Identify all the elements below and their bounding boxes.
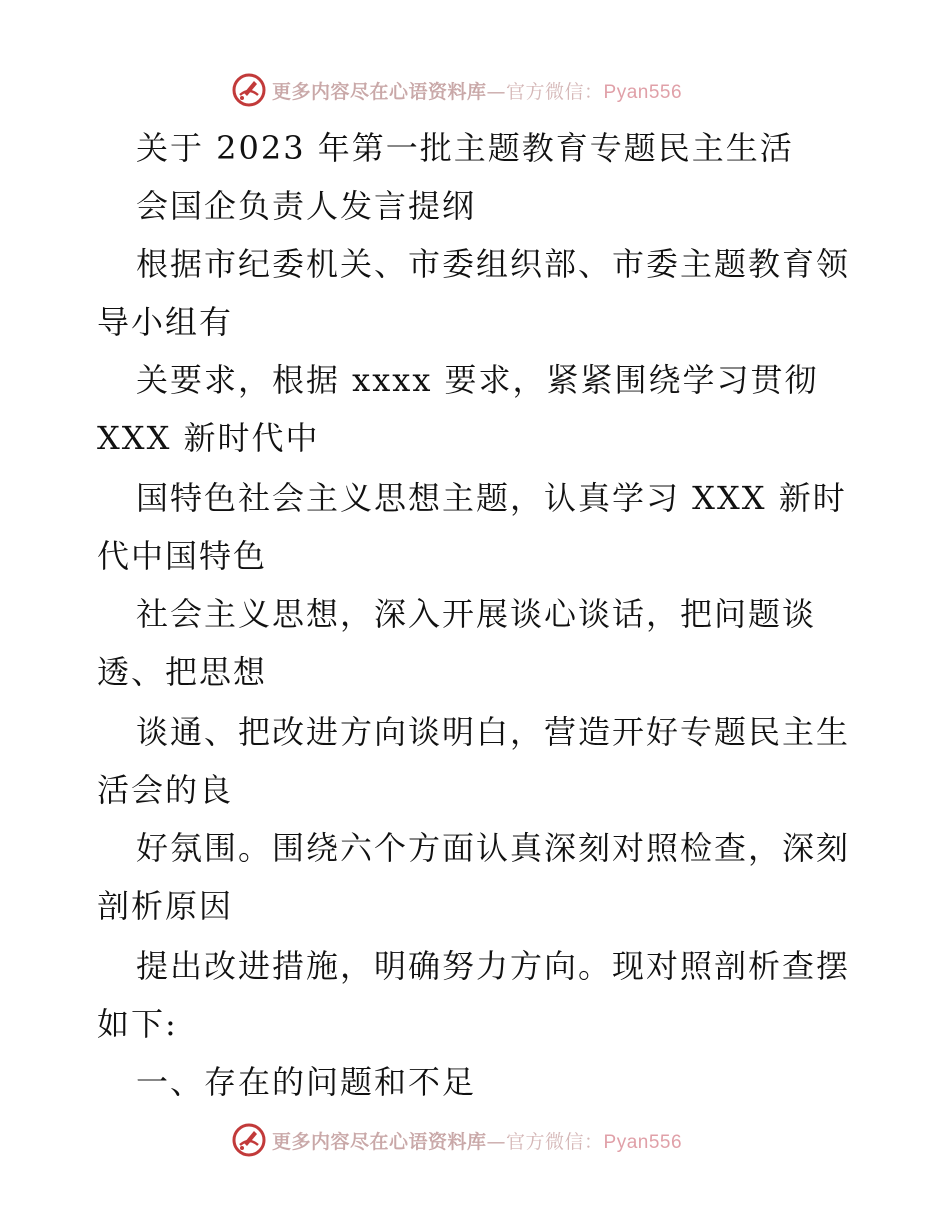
watermark-handle: Pyan556 <box>603 81 683 103</box>
watermark-label: 官方微信： <box>506 80 604 103</box>
doc-line-1: 关于 2023 年第一批主题教育专题民主生活 <box>136 129 794 167</box>
watermark-dash: — <box>486 1130 507 1153</box>
doc-line-12: 活会的良 <box>97 771 234 809</box>
watermark-main-text: 更多内容尽在心语资料库 <box>272 1130 487 1153</box>
section-heading: 一、存在的问题和不足 <box>136 1063 477 1101</box>
doc-line-7: 国特色社会主义思想主题，认真学习 XXX 新时 <box>136 479 847 517</box>
watermark-dash: — <box>486 80 507 103</box>
watermark-main-text: 更多内容尽在心语资料库 <box>272 80 487 103</box>
watermark-label: 官方微信： <box>506 1130 604 1153</box>
doc-line-3: 根据市纪委机关、市委组织部、市委主题教育领 <box>136 245 851 283</box>
doc-line-2: 会国企负责人发言提纲 <box>136 187 477 225</box>
footer-watermark <box>232 1120 682 1160</box>
doc-line-6: XXX 新时代中 <box>97 419 320 457</box>
doc-line-16: 如下: <box>97 1005 178 1043</box>
doc-line-5: 关要求，根据 xxxx 要求，紧紧围绕学习贯彻 <box>136 361 819 399</box>
doc-line-11: 谈通、把改进方向谈明白，营造开好专题民主生 <box>136 713 851 751</box>
book-pen-logo-icon <box>232 73 266 107</box>
doc-line-15: 提出改进措施，明确努力方向。现对照剖析查摆 <box>136 947 851 985</box>
header-watermark <box>232 70 682 110</box>
doc-line-10: 透、把思想 <box>97 653 268 691</box>
watermark-handle: Pyan556 <box>603 1131 683 1153</box>
doc-line-9: 社会主义思想，深入开展谈心谈话，把问题谈 <box>136 595 817 633</box>
doc-line-14: 剖析原因 <box>97 887 234 925</box>
doc-line-13: 好氛围。围绕六个方面认真深刻对照检查，深刻 <box>136 829 851 867</box>
doc-line-4: 导小组有 <box>97 303 234 341</box>
book-pen-logo-icon <box>232 1123 266 1157</box>
doc-line-8: 代中国特色 <box>97 537 268 575</box>
